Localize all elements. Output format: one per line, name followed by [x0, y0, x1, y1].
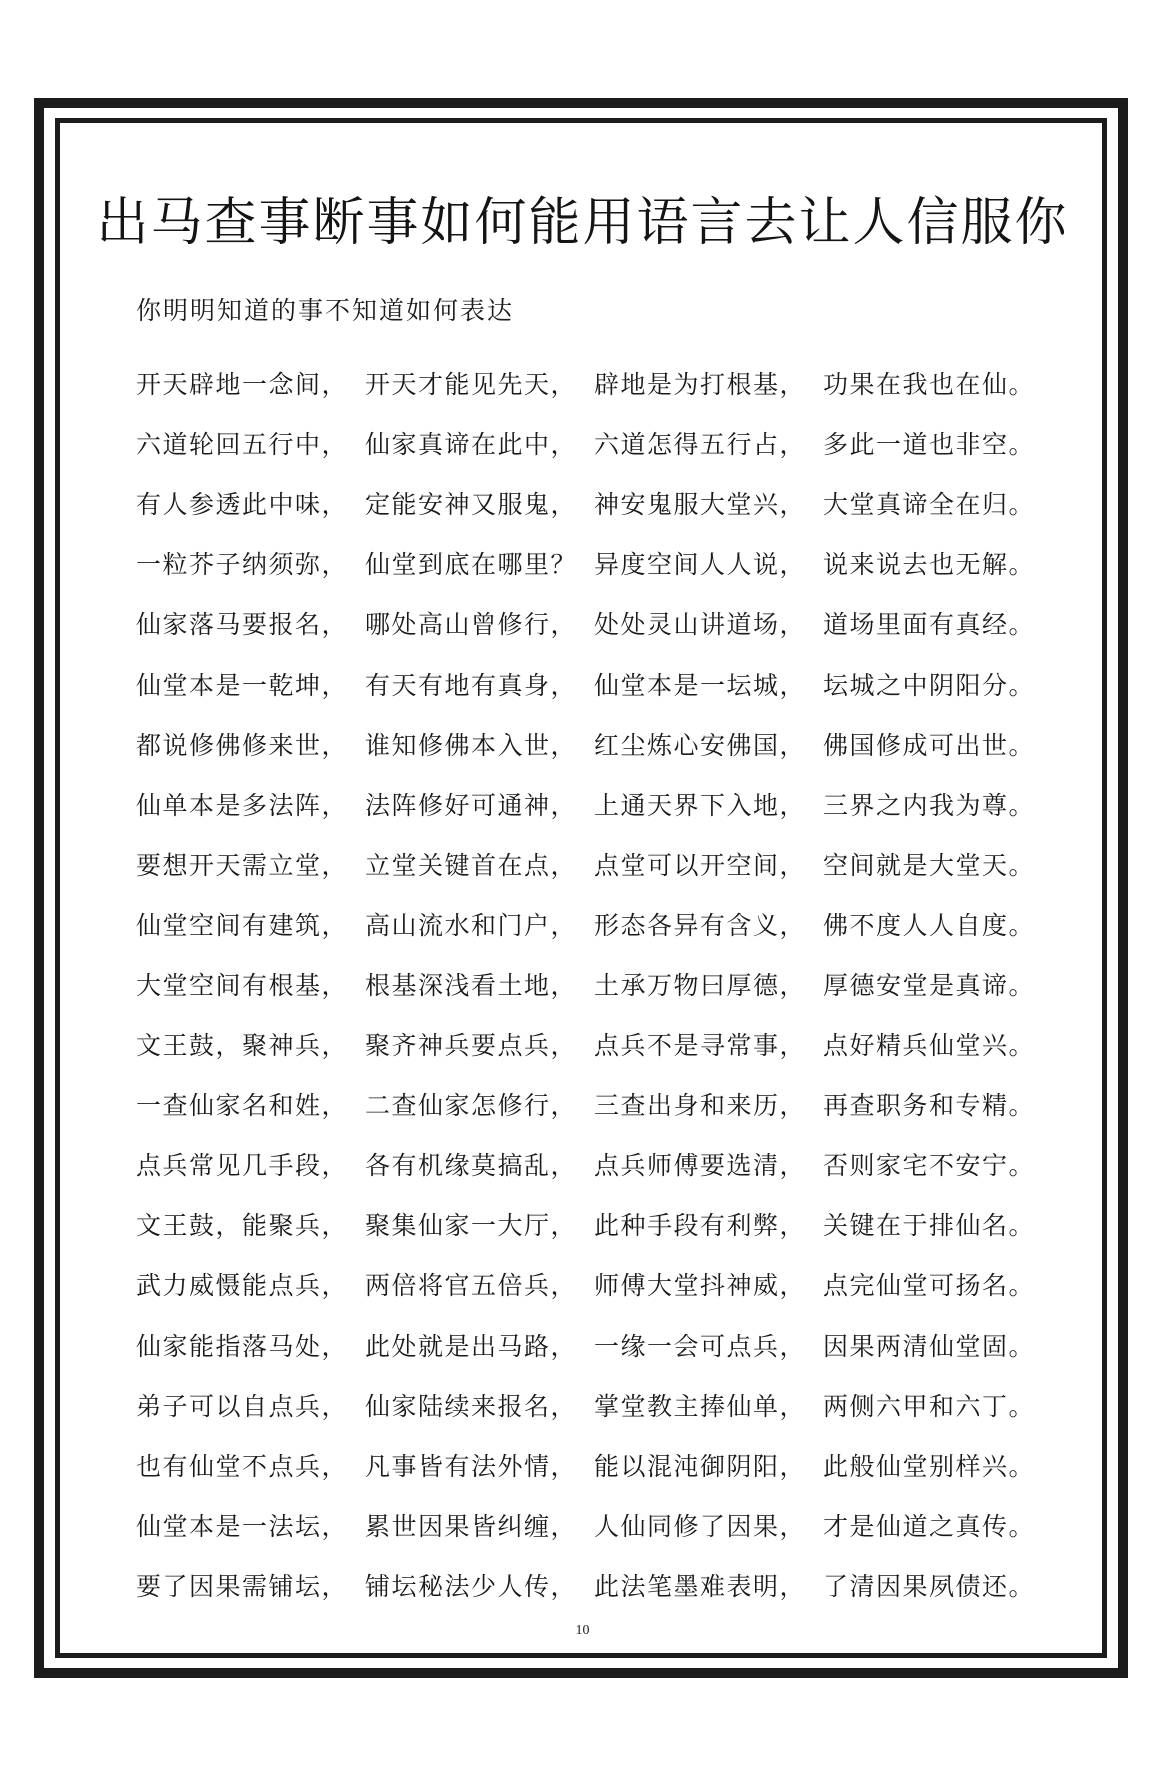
poem-phrase: 再查职务和专精。 — [823, 1091, 1036, 1121]
poem-line — [136, 956, 1056, 1016]
poem-phrase: 仙家落马要报名， — [136, 610, 349, 640]
poem-line — [136, 595, 1056, 655]
poem-phrase: 大堂空间有根基， — [136, 970, 349, 1000]
poem-phrase: 两侧六甲和六丁。 — [823, 1391, 1036, 1421]
poem-phrase: 辟地是为打根基， — [594, 370, 807, 400]
poem-phrase: 三查出身和来历， — [594, 1091, 807, 1121]
poem-phrase: 佛不度人人自度。 — [823, 910, 1036, 940]
poem-phrase: 根基深浅看土地， — [365, 970, 578, 1000]
poem-line — [136, 1437, 1056, 1497]
poem-line — [136, 1317, 1056, 1377]
poem-phrase: 神安鬼服大堂兴， — [594, 490, 807, 520]
poem-phrase: 上通天界下入地， — [594, 790, 807, 820]
poem-line — [136, 1377, 1056, 1437]
poem-line — [136, 1256, 1056, 1316]
poem-phrase: 都说修佛修来世， — [136, 730, 349, 760]
poem-phrase: 点兵不是寻常事， — [594, 1031, 807, 1061]
poem-phrase: 大堂真谛全在归。 — [823, 490, 1036, 520]
poem-phrase: 异度空间人人说， — [594, 550, 807, 580]
poem-phrase: 人仙同修了因果， — [594, 1511, 807, 1541]
poem-phrase: 要想开天需立堂， — [136, 850, 349, 880]
poem-line — [136, 1557, 1056, 1617]
poem-phrase: 六道怎得五行占， — [594, 430, 807, 460]
poem-phrase: 功果在我也在仙。 — [823, 370, 1036, 400]
poem-phrase: 仙堂本是一法坛， — [136, 1511, 349, 1541]
poem-phrase: 凡事皆有法外情， — [365, 1451, 578, 1481]
poem-body — [136, 355, 1056, 1617]
poem-phrase: 一查仙家名和姓， — [136, 1091, 349, 1121]
poem-phrase: 此法笔墨难表明， — [594, 1571, 807, 1601]
poem-line — [136, 475, 1056, 535]
poem-phrase: 点兵师傅要选清， — [594, 1151, 807, 1181]
poem-phrase: 掌堂教主捧仙单， — [594, 1391, 807, 1421]
poem-line — [136, 1076, 1056, 1136]
poem-phrase: 两倍将官五倍兵， — [365, 1271, 578, 1301]
poem-phrase: 定能安神又服鬼， — [365, 490, 578, 520]
poem-phrase: 聚集仙家一大厅， — [365, 1211, 578, 1241]
poem-line — [136, 776, 1056, 836]
poem-phrase: 仙家能指落马处， — [136, 1331, 349, 1361]
poem-phrase: 法阵修好可通神， — [365, 790, 578, 820]
poem-phrase: 因果两清仙堂固。 — [823, 1331, 1036, 1361]
poem-line — [136, 896, 1056, 956]
subtitle: 你明明知道的事不知道如何表达 — [136, 296, 515, 325]
poem-phrase: 文王鼓，聚神兵， — [136, 1031, 349, 1061]
poem-phrase: 三界之内我为尊。 — [823, 790, 1036, 820]
poem-phrase: 有天有地有真身， — [365, 670, 578, 700]
poem-phrase: 仙堂空间有建筑， — [136, 910, 349, 940]
poem-phrase: 了清因果夙债还。 — [823, 1571, 1036, 1601]
poem-phrase: 二查仙家怎修行， — [365, 1091, 578, 1121]
poem-phrase: 立堂关键首在点， — [365, 850, 578, 880]
poem-line — [136, 1016, 1056, 1076]
poem-line — [136, 716, 1056, 776]
poem-phrase: 能以混沌御阴阳， — [594, 1451, 807, 1481]
poem-phrase: 一缘一会可点兵， — [594, 1331, 807, 1361]
page-title: 出马查事断事如何能用语言去让人信服你 — [96, 193, 1069, 253]
poem-phrase: 说来说去也无解。 — [823, 550, 1036, 580]
poem-phrase: 仙家陆续来报名， — [365, 1391, 578, 1421]
poem-phrase: 关键在于排仙名。 — [823, 1211, 1036, 1241]
poem-phrase: 仙堂本是一乾坤， — [136, 670, 349, 700]
page-number: 10 — [575, 1623, 590, 1638]
poem-phrase: 才是仙道之真传。 — [823, 1511, 1036, 1541]
poem-phrase: 点堂可以开空间， — [594, 850, 807, 880]
poem-phrase: 一粒芥子纳须弥， — [136, 550, 349, 580]
poem-line — [136, 1196, 1056, 1256]
poem-phrase: 此般仙堂别样兴。 — [823, 1451, 1036, 1481]
poem-phrase: 仙堂到底在哪里？ — [365, 550, 578, 580]
poem-phrase: 空间就是大堂天。 — [823, 850, 1036, 880]
poem-phrase: 各有机缘莫搞乱， — [365, 1151, 578, 1181]
poem-phrase: 开天辟地一念间， — [136, 370, 349, 400]
poem-phrase: 此处就是出马路， — [365, 1331, 578, 1361]
poem-phrase: 红尘炼心安佛国， — [594, 730, 807, 760]
poem-phrase: 开天才能见先天， — [365, 370, 578, 400]
poem-phrase: 点好精兵仙堂兴。 — [823, 1031, 1036, 1061]
poem-phrase: 多此一道也非空。 — [823, 430, 1036, 460]
poem-phrase: 处处灵山讲道场， — [594, 610, 807, 640]
poem-phrase: 此种手段有利弊， — [594, 1211, 807, 1241]
poem-phrase: 高山流水和门户， — [365, 910, 578, 940]
poem-line — [136, 655, 1056, 715]
poem-phrase: 佛国修成可出世。 — [823, 730, 1036, 760]
poem-phrase: 要了因果需铺坛， — [136, 1571, 349, 1601]
poem-phrase: 仙堂本是一坛城， — [594, 670, 807, 700]
poem-phrase: 形态各异有含义， — [594, 910, 807, 940]
poem-phrase: 点兵常见几手段， — [136, 1151, 349, 1181]
poem-phrase: 也有仙堂不点兵， — [136, 1451, 349, 1481]
poem-phrase: 武力威慑能点兵， — [136, 1271, 349, 1301]
poem-phrase: 厚德安堂是真谛。 — [823, 970, 1036, 1000]
poem-line — [136, 415, 1056, 475]
poem-phrase: 坛城之中阴阳分。 — [823, 670, 1036, 700]
poem-phrase: 哪处高山曾修行， — [365, 610, 578, 640]
poem-phrase: 点完仙堂可扬名。 — [823, 1271, 1036, 1301]
poem-phrase: 文王鼓，能聚兵， — [136, 1211, 349, 1241]
poem-phrase: 师傅大堂抖神威， — [594, 1271, 807, 1301]
poem-phrase: 有人参透此中味， — [136, 490, 349, 520]
poem-phrase: 累世因果皆纠缠， — [365, 1511, 578, 1541]
poem-phrase: 弟子可以自点兵， — [136, 1391, 349, 1421]
poem-line — [136, 1136, 1056, 1196]
poem-line — [136, 355, 1056, 415]
poem-phrase: 铺坛秘法少人传， — [365, 1571, 578, 1601]
poem-phrase: 仙家真谛在此中， — [365, 430, 578, 460]
poem-line — [136, 535, 1056, 595]
poem-phrase: 否则家宅不安宁。 — [823, 1151, 1036, 1181]
poem-phrase: 六道轮回五行中， — [136, 430, 349, 460]
poem-line — [136, 836, 1056, 896]
poem-phrase: 土承万物曰厚德， — [594, 970, 807, 1000]
poem-phrase: 谁知修佛本入世， — [365, 730, 578, 760]
poem-line — [136, 1497, 1056, 1557]
poem-phrase: 仙单本是多法阵， — [136, 790, 349, 820]
poem-phrase: 聚齐神兵要点兵， — [365, 1031, 578, 1061]
poem-phrase: 道场里面有真经。 — [823, 610, 1036, 640]
